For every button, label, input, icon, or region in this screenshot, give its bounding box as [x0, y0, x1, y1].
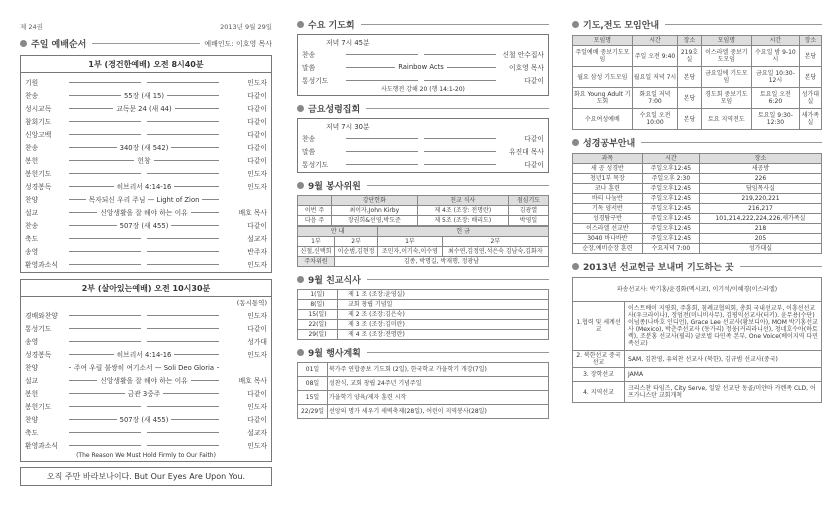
right-column [572, 0, 822, 507]
order-row: 봉헌 금관 3중주 다같이 [25, 389, 267, 398]
order-row: 봉헌기도 인도자 [25, 169, 267, 178]
order-row: 말씀 Rainbow Acts 이호영 목사 [302, 62, 544, 72]
table-row: 이스라엘 선교반 주일오후12:45 218 [573, 224, 822, 234]
groups-section-title: 기도,전도 모임안내 [572, 18, 822, 31]
order-row: 신앙고백 다같이 [25, 130, 267, 139]
table-row: 1(일) 제 1 조 (조장:윤영실) [298, 290, 549, 300]
study-section-title: 성경공부안내 [572, 136, 822, 149]
serve-table: 강단헌화 친교 식사 점심기도 이번 주 최이자,John Kirby 제 4조 (조장: 전명란) 김광열 다음 주 장권희&선영,박도준 제 5조 (조장: 배리도) 박영일 [297, 195, 549, 226]
table-row: 8(일) 교회 창립 기념일 [298, 300, 549, 310]
order-row: 찬양 507장 (새 455) 다같이 [25, 415, 267, 424]
table-row: 새 공 성경반 주일오후12:45 새공방 [573, 164, 822, 174]
order-row: 환영과소식 인도자 [25, 441, 267, 450]
table-row: 주일예배 중보기도모임 주일 오전 9:40 219호실 이스라엘 중보기도모임 수요일 밤 9-10시 본당 [573, 46, 822, 67]
table-row: 월요 삼성 기도모임 월요일 저녁 7시 본당 금요일에 기도모임 금요일 10:30-12시 본당 [573, 67, 822, 88]
table-row: 01일 북가주 연합중보 기도회 (2일), 한국학교 가을학기 개강(7일) [298, 363, 549, 377]
missionary-intro: 파송선교사: 박기홍/윤경화(멕시코), 이기석/이혜경(이스라엘) [573, 278, 822, 302]
first-service-title: 1부 (경건한예배) 오전 8시40분 [21, 56, 271, 73]
fri-box [297, 118, 549, 173]
wed-time: 저녁 7시 45분 [326, 39, 370, 47]
study-table: 과목 시간 장소 새 공 성경반 주일오후12:45 새공방 청년1부 목장 주일오후 2:30 226 코나 훈련 주일오후12:45 담임목사실 바티 나눔반 주일오후12:45 219,220,221 기독 양서반 주일오후12:45 216,217 성경탐구반 주일오후12:45 101,214,222,224,226,새가족실 이스라엘 선교반 주일오후12:45 218 3040 바나바반 주일오후12:45 205 순장,예비순장 훈련 수요저녁 7:00 성가대실 [572, 153, 822, 254]
order-row: 봉헌 헌창 다같이 [25, 156, 267, 165]
volume: 제 24권 [20, 23, 43, 31]
missions-section-title: 2013년 선교헌금 보내며 기도하는 곳 [572, 260, 822, 273]
wed-box [297, 34, 549, 96]
sermon-english: (The Reason We Must Hold Firmly to Our Faith) [76, 452, 216, 459]
first-service-box [20, 55, 272, 273]
table-row: 1.협력 및 세계선교 이스트베이 지평회, 주흥회, 침례교협의회, 총회 국내선교부, 이흥선선교사(우크라이나), 정엄전(미니비사무), 김평익선교사(터키). 윤무용(수단) 이넘종(나바호 인디언), Grace Lee 선교사(황보디아), MOM 박기홍선교사 (Mexico), 박춘주선교사 (동가리) 정웅(커리라니선), 청네호수아(하토렉), 조분홍 선교사(필리) 글로벌 다민족 본부, One Voice(베이지역 다민족선교) [573, 302, 822, 351]
order-row: 찬송 340장 (새 542) 다같이 [25, 143, 267, 152]
table-row: 15(일) 제 2 조 (조장:김은숙) [298, 310, 549, 320]
missions-table [572, 277, 822, 403]
table-row: 08일 성찬식, 교회 창립 24주년 기념주일 [298, 377, 549, 391]
events-section-title: 9월 행사계획 [297, 346, 549, 359]
interpretation-note: (동시통역) [236, 299, 267, 307]
table-row: 코나 훈련 주일오후12:45 담임목사실 [573, 184, 822, 194]
table-row: 3. 장학선교 JAMA [573, 368, 822, 382]
left-column [20, 0, 272, 507]
page-header [20, 0, 272, 31]
table-row: 15일 가을학기 양육/제자 훈련 시작 [298, 391, 549, 405]
fellow-section-title: 9월 친교식사 [297, 273, 549, 286]
serve-table-2: 안 내 헌 금 1부 2부 1부 2부 신철,신택희 이순범,김현정 조민자,이기숙,이수영 최수연,김정연,석은숙 김남숙,김화자 주차위원 김종, 박명길, 박재행, 정광남 [297, 226, 549, 267]
order-row: 찬송 신철 안수집사 [302, 50, 544, 59]
table-row: 2. 북한선교 중국선교 SAM, 김찬영, 유의찬 선교사 (북한), 김규범 선교사(중국) [573, 351, 822, 368]
order-row: 통성기도 다같이 [302, 160, 544, 169]
table-row: 바티 나눔반 주일오후12:45 219,220,221 [573, 194, 822, 204]
order-row: 봉헌기도 인도자 [25, 402, 267, 411]
table-row: 29(일) 제 4 조 (조장:전명란) [298, 330, 549, 340]
order-row: 성경봉독 히브리서 4:14-16 인도자 [25, 182, 267, 191]
order-row: 찬양 주여 우릴 불쌍히 여기소서 — Soli Deo Gloria [21, 360, 271, 373]
table-row: 22(일) 제 3 조 (조장:김미란) [298, 320, 549, 330]
order-row: 성시교독 교독문 24 (새 44) 다같이 [25, 104, 267, 113]
table-row: 청년1부 목장 주일오후 2:30 226 [573, 174, 822, 184]
order-row: 축도 설교자 [25, 234, 267, 243]
fellow-table [297, 289, 549, 340]
order-row: 찬송 다같이 [302, 134, 544, 143]
table-row: 4. 지역선교 크리스찬 타임즈, City Serve, 일알 선교단 동골/미얀마 카렌족 CLD, 어프가니스탄 교회개척 [573, 382, 822, 403]
table-row: 순장,예비순장 훈련 수요저녁 7:00 성가대실 [573, 244, 822, 254]
table-row: 3040 바나바반 주일오후12:45 205 [573, 234, 822, 244]
order-row: 통성기도 다같이 [302, 76, 544, 85]
order-row: 찬송 55장 (새 15) 다같이 [25, 91, 267, 100]
order-row: 참회기도 다같이 [25, 117, 267, 126]
second-service-box [20, 279, 272, 462]
table-row: 기독 양서반 주일오후12:45 216,217 [573, 204, 822, 214]
order-row: 기원 인도자 [25, 78, 267, 87]
wed-sub: 사도행전 강해 20 (행 14:1-20) [381, 86, 465, 93]
order-row: 환영과소식 인도자 [25, 260, 267, 269]
order-row: 설교 신앙생활을 잘 해야 하는 이유 배호 목사 [25, 208, 267, 217]
serve-section-title: 9월 봉사위원 [297, 179, 549, 192]
date: 2013년 9월 29일 [220, 23, 272, 31]
order-row: 송영 반주자 [25, 247, 267, 256]
order-row: 성경봉독 히브리서 4:14-16 인도자 [25, 350, 267, 359]
table-row: 화요 Young Adult 기도회 화요일 저녁7:00 본당 경도회 중보기도모임 토요일 오전 6:20 성가대실 [573, 88, 822, 109]
bullet-icon [20, 40, 27, 47]
order-row: 설교 신앙생활을 잘 해야 하는 이유 배호 목사 [25, 376, 267, 385]
order-row: 찬양 목자되신 우리 주님 — Light of Zion [21, 192, 271, 205]
order-row: 축도 설교자 [25, 428, 267, 437]
preacher: 예배인도: 이호영 목사 [204, 39, 272, 48]
table-row: 수요여성예배 수요일 오전 10:00 본당 토요 지역전도 토요일 9:30-12:30 새가족실 [573, 109, 822, 130]
wed-section-title: 수요 기도회 [297, 18, 549, 31]
middle-column [297, 0, 549, 507]
groups-table: 모임명 시간 장소 모임명 시간 장소 주일예배 중보기도모임 주일 오전 9:40 219호실 이스라엘 중보기도모임 수요일 밤 9-10시 본당 월요 삼성 기도모임 월요일 저녁 7시 본당 금요일에 기도모임 금요일 10:30-12시 본당 화요 Young Adult 기도회 화요일 저녁7:00 본당 경도회 중보기도모임 토요일 오전 6:20 성가대실 수요여성예배 수요일 오전 10:00 본당 토요 지역전도 토요일 9:30-12:30 새가족실 [572, 35, 822, 130]
fri-time: 저녁 7시 30분 [326, 123, 370, 131]
order-row: 찬송 507장 (새 455) 다같이 [25, 221, 267, 230]
table-row: 22/29일 선앙의 명가 세우기 새벽축제(28일), 어린이 지역봉사(28일) [298, 405, 549, 419]
order-row: 송영 성가대 [25, 337, 267, 346]
fri-section-title: 금요성령집회 [297, 102, 549, 115]
events-table [297, 362, 549, 419]
footer-motto: 오직 주만 바라보나이다. But Our Eyes Are Upon You. [20, 467, 272, 486]
table-row: 성경탐구반 주일오후12:45 101,214,222,224,226,새가족실 [573, 214, 822, 224]
order-row: 통성기도 다같이 [25, 324, 267, 333]
sunday-section-title: 주일 예배순서 예배인도: 이호영 목사 [20, 37, 272, 50]
second-service-title: 2부 (살아있는예배) 오전 10시30분 [21, 280, 271, 297]
order-row: 경배와찬양 인도자 [25, 311, 267, 320]
order-row: 말씀 유진대 목사 [302, 147, 544, 156]
